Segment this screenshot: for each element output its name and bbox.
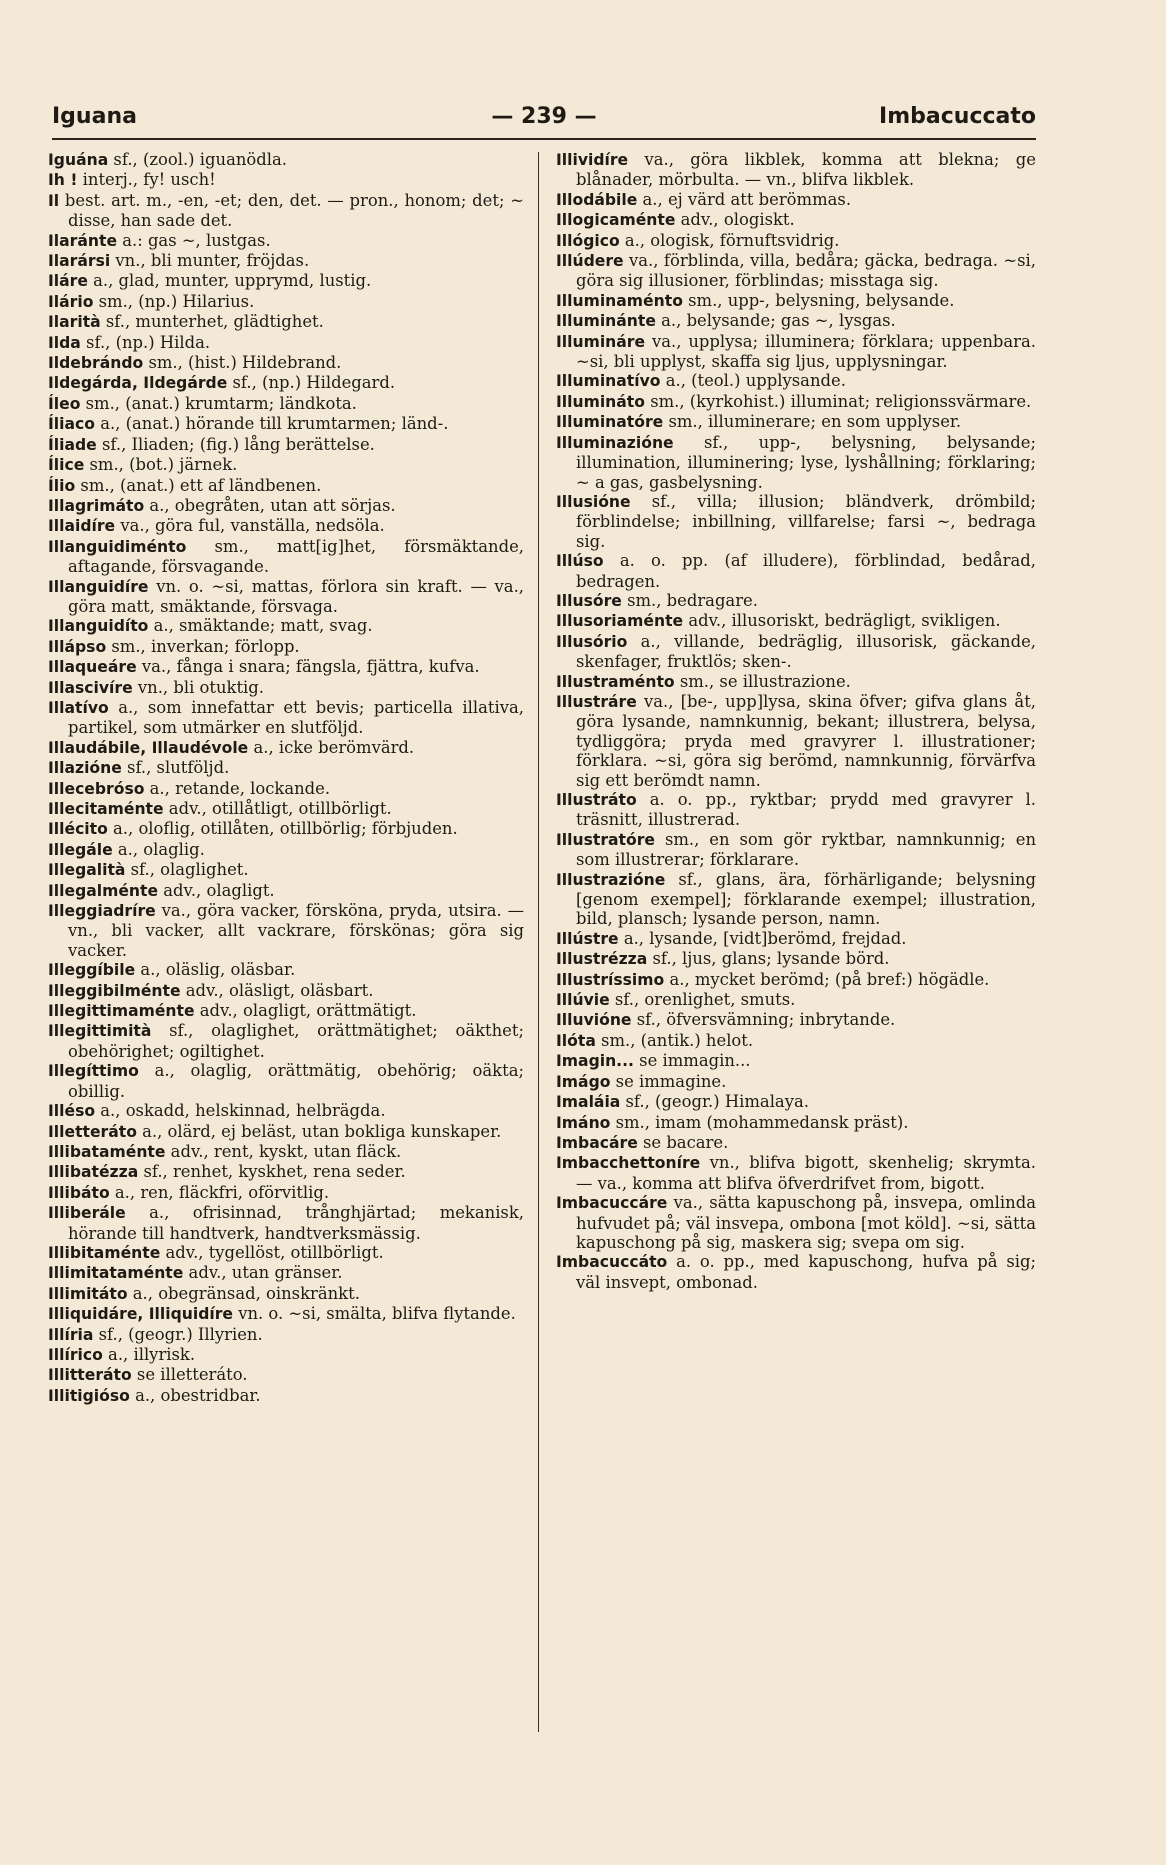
entry-headword: Ílio bbox=[48, 476, 76, 495]
dictionary-entry bbox=[48, 1365, 524, 1385]
entry-definition: adv., illusoriskt, bedrägligt, svikligen. bbox=[683, 611, 1001, 631]
dictionary-entry bbox=[556, 1153, 1036, 1193]
entry-definition: a., som innefattar ett bevis; particella illativa, partikel, som utmärker en slutföljd. bbox=[68, 697, 524, 738]
entry-definition: sm., imam (mohammedansk präst). bbox=[610, 1112, 909, 1132]
dictionary-entry bbox=[556, 990, 1036, 1010]
dictionary-entry bbox=[48, 353, 524, 373]
entry-headword: Illustraménto bbox=[556, 672, 675, 691]
entry-headword: Illusório bbox=[556, 632, 628, 651]
dictionary-entry bbox=[556, 392, 1036, 412]
dictionary-entry bbox=[556, 1010, 1036, 1030]
entry-headword: Illimitáto bbox=[48, 1284, 128, 1303]
entry-headword: Illividíre bbox=[556, 151, 629, 169]
dictionary-entry bbox=[48, 1284, 524, 1304]
entry-headword: Ildegárda, Ildegárde bbox=[48, 374, 228, 393]
entry-headword: Illegalménte bbox=[48, 881, 159, 900]
entry-definition: sm., upp-, belysning, belysande. bbox=[682, 290, 955, 310]
entry-definition: a., olärd, ej beläst, utan bokliga kunskaper. bbox=[136, 1121, 502, 1141]
dictionary-entry bbox=[48, 251, 524, 271]
entry-headword: Imbacuccáre bbox=[556, 1194, 668, 1213]
dictionary-entry bbox=[48, 312, 524, 332]
dictionary-entry bbox=[48, 881, 524, 901]
entry-headword: Illumináre bbox=[556, 332, 646, 351]
dictionary-entry bbox=[556, 830, 1036, 870]
entry-definition: a., (teol.) upplysande. bbox=[660, 371, 846, 391]
entry-headword: Illusoriaménte bbox=[556, 612, 684, 631]
entry-definition: vn. o. ~si, mattas, förlora sin kraft. — va., göra matt, smäktande, försvaga. bbox=[68, 576, 524, 616]
dictionary-entry bbox=[48, 1001, 524, 1021]
entry-definition: sf., (np.) Hildegard. bbox=[227, 373, 396, 393]
entry-definition: a., ologisk, förnuftsvidrig. bbox=[619, 230, 840, 250]
entry-headword: Iguána bbox=[48, 151, 109, 169]
page-header bbox=[52, 100, 1036, 134]
entry-headword: Ilário bbox=[48, 292, 94, 311]
entry-definition: sm., illuminerare; en som upplyser. bbox=[663, 412, 962, 432]
entry-headword: Illustratóre bbox=[556, 830, 655, 849]
dictionary-entry bbox=[556, 1051, 1036, 1071]
entry-headword: Illúvie bbox=[556, 991, 610, 1010]
entry-definition: sf., olaglighet, orättmätighet; oäkthet; obehörighet; ogiltighet. bbox=[68, 1021, 524, 1061]
entry-definition: vn. o. ~si, smälta, blifva flytande. bbox=[232, 1304, 516, 1324]
entry-definition: vn., bli munter, fröjdas. bbox=[110, 251, 310, 271]
entry-headword: Illíria bbox=[48, 1325, 94, 1344]
dictionary-entry bbox=[556, 672, 1036, 692]
entry-definition: a., belysande; gas ~, lysgas. bbox=[655, 311, 896, 331]
entry-definition: sm., en som gör ryktbar, namnkunnig; en som illustrerar; förklarare. bbox=[576, 829, 1036, 870]
entry-definition: a., (anat.) hörande till krumtarmen; länd-. bbox=[94, 414, 449, 434]
dictionary-entry bbox=[556, 929, 1036, 949]
left-column bbox=[48, 150, 524, 1406]
dictionary-entry bbox=[556, 210, 1036, 230]
dictionary-entry bbox=[48, 1243, 524, 1263]
entry-definition: sm., (anat.) ett af ländbenen. bbox=[75, 475, 322, 495]
dictionary-entry bbox=[556, 1193, 1036, 1252]
dictionary-entry bbox=[48, 1325, 524, 1345]
dictionary-entry bbox=[48, 1162, 524, 1182]
entry-headword: Iláre bbox=[48, 272, 88, 291]
entry-headword: Illustráre bbox=[556, 692, 637, 711]
entry-definition: a. o. pp. (af illudere), förblindad, bedårad, bedragen. bbox=[576, 551, 1036, 591]
entry-definition: sm., se illustrazione. bbox=[674, 671, 851, 691]
dictionary-entry bbox=[48, 616, 524, 636]
dictionary-entry bbox=[556, 632, 1036, 672]
dictionary-entry bbox=[48, 981, 524, 1001]
entry-definition: a. o. pp., med kapuschong, hufva på sig; väl insvept, ombonad. bbox=[576, 1252, 1036, 1292]
entry-definition: adv., utan gränser. bbox=[183, 1263, 343, 1283]
entry-headword: Illiquidáre, Illiquidíre bbox=[48, 1305, 233, 1324]
dictionary-entry bbox=[48, 1142, 524, 1162]
entry-definition: sf., slutföljd. bbox=[121, 758, 230, 778]
entry-headword: Illegittimaménte bbox=[48, 1002, 195, 1021]
entry-definition: interj., fy! usch! bbox=[77, 170, 216, 190]
entry-headword: Illanguidíto bbox=[48, 617, 149, 636]
entry-headword: Illaqueáre bbox=[48, 658, 137, 677]
dictionary-entry bbox=[48, 537, 524, 577]
dictionary-entry bbox=[556, 412, 1036, 432]
entry-definition: se bacare. bbox=[637, 1132, 729, 1152]
entry-headword: Illegíttimo bbox=[48, 1062, 139, 1081]
dictionary-entry bbox=[556, 1092, 1036, 1112]
entry-definition: va., göra ful, vanställa, nedsöla. bbox=[115, 516, 385, 536]
dictionary-entry bbox=[556, 251, 1036, 291]
entry-definition: sm., (antik.) helot. bbox=[595, 1030, 754, 1050]
dictionary-entry bbox=[556, 1031, 1036, 1051]
dictionary-entry bbox=[556, 1133, 1036, 1153]
dictionary-entry bbox=[48, 678, 524, 698]
entry-definition: adv., oläsligt, oläsbart. bbox=[180, 980, 374, 1000]
dictionary-entry bbox=[48, 577, 524, 617]
dictionary-entry bbox=[48, 1101, 524, 1121]
dictionary-entry bbox=[48, 271, 524, 291]
dictionary-entry bbox=[48, 191, 524, 231]
entry-definition: sf., (geogr.) Himalaya. bbox=[620, 1092, 809, 1112]
dictionary-entry bbox=[556, 291, 1036, 311]
entry-headword: Illascivíre bbox=[48, 678, 133, 697]
entry-definition: a., obegränsad, oinskränkt. bbox=[127, 1283, 360, 1303]
entry-definition: se immagin... bbox=[633, 1051, 751, 1071]
column-divider bbox=[538, 152, 539, 1732]
entry-definition: sf., glans, ära, förhärligande; belysning [genom exempel]; förklarande exempel; illustration, bild, plansch; lysande person, namn. bbox=[576, 869, 1036, 929]
entry-headword: Íliaco bbox=[48, 415, 95, 434]
dictionary-entry bbox=[48, 1263, 524, 1283]
entry-headword: Illuminatívo bbox=[556, 372, 661, 391]
entry-headword: Illimitataménte bbox=[48, 1264, 184, 1283]
dictionary-entry bbox=[48, 860, 524, 880]
entry-headword: Illustrazióne bbox=[556, 870, 666, 889]
entry-definition: sf., (geogr.) Illyrien. bbox=[93, 1324, 263, 1344]
entry-headword: Ilóta bbox=[556, 1031, 596, 1050]
header-left-guide-word: Iguana bbox=[52, 104, 137, 129]
entry-definition: vn., blifva bigott, skenhelig; skrymta. — va., komma att blifva öfverdrifvet from, bigott. bbox=[576, 1153, 1036, 1193]
dictionary-entry bbox=[556, 433, 1036, 492]
dictionary-entry bbox=[48, 435, 524, 455]
entry-definition: sm., (kyrkohist.) illuminat; religionssvärmare. bbox=[644, 391, 1032, 411]
entry-definition: a., obegråten, utan att sörjas. bbox=[144, 495, 396, 515]
dictionary-entry bbox=[48, 698, 524, 738]
dictionary-entry bbox=[556, 190, 1036, 210]
entry-definition: sf., orenlighet, smuts. bbox=[609, 990, 796, 1010]
entry-definition: a., villande, bedräglig, illusorisk, gäckande, skenfager, fruktlös; sken-. bbox=[576, 631, 1036, 672]
entry-headword: Illibáto bbox=[48, 1183, 110, 1202]
entry-headword: Illústre bbox=[556, 929, 619, 948]
dictionary-entry bbox=[556, 949, 1036, 969]
entry-definition: sf., (np.) Hilda. bbox=[80, 332, 211, 352]
entry-definition: sf., renhet, kyskhet, rena seder. bbox=[138, 1162, 406, 1182]
entry-headword: Illeggibilménte bbox=[48, 981, 181, 1000]
entry-headword: Ilarità bbox=[48, 313, 101, 332]
entry-definition: sf., öfversvämning; inbrytande. bbox=[631, 1010, 896, 1030]
entry-headword: Ilarársi bbox=[48, 252, 111, 271]
entry-definition: va., förblinda, villa, bedåra; gäcka, bedraga. ~si, göra sig illusioner, förblindas; misstaga sig. bbox=[576, 251, 1036, 291]
entry-definition: adv., olagligt, orättmätigt. bbox=[194, 1001, 417, 1021]
entry-definition: adv., rent, kyskt, utan fläck. bbox=[165, 1141, 402, 1161]
dictionary-entry bbox=[48, 1021, 524, 1061]
entry-definition: a., obestridbar. bbox=[129, 1385, 261, 1405]
entry-definition: a., ej värd att berömmas. bbox=[637, 189, 852, 209]
entry-headword: Illodábile bbox=[556, 190, 638, 209]
dictionary-entry bbox=[48, 738, 524, 758]
entry-definition: sm., bedragare. bbox=[621, 590, 758, 610]
dictionary-entry bbox=[556, 790, 1036, 830]
entry-definition: a., oläslig, oläsbar. bbox=[135, 960, 296, 980]
entry-definition: a., illyrisk. bbox=[102, 1344, 196, 1364]
dictionary-entry bbox=[556, 371, 1036, 391]
right-column bbox=[556, 150, 1036, 1292]
entry-headword: Illitigióso bbox=[48, 1386, 130, 1405]
entry-definition: sm., (anat.) krumtarm; ländkota. bbox=[80, 393, 357, 413]
dictionary-entry bbox=[48, 414, 524, 434]
entry-headword: Illuminatóre bbox=[556, 413, 664, 432]
entry-definition: sm., (hist.) Hildebrand. bbox=[143, 353, 342, 373]
entry-headword: Ildebrándo bbox=[48, 354, 144, 373]
entry-headword: Illaidíre bbox=[48, 517, 116, 536]
entry-headword: Illustráto bbox=[556, 791, 637, 809]
entry-headword: Illuminánte bbox=[556, 312, 656, 331]
entry-definition: a., oskadd, helskinnad, helbrägda. bbox=[95, 1101, 386, 1121]
entry-headword: Illuminazióne bbox=[556, 433, 674, 452]
entry-definition: adv., tygellöst, otillbörligt. bbox=[160, 1242, 384, 1262]
entry-headword: Illumináto bbox=[556, 392, 645, 411]
entry-headword: Illéso bbox=[48, 1102, 96, 1121]
dictionary-entry bbox=[48, 1345, 524, 1365]
entry-definition: sf., (zool.) iguanödla. bbox=[108, 150, 287, 169]
dictionary-entry bbox=[48, 292, 524, 312]
entry-headword: Illecebróso bbox=[48, 779, 145, 798]
entry-definition: a., smäktande; matt, svag. bbox=[148, 616, 373, 636]
entry-definition: sf., villa; illusion; bländverk, drömbild; förblindelse; inbillning, villfarelse; farsi ~, bedraga sig. bbox=[576, 491, 1036, 551]
dictionary-entry bbox=[48, 170, 524, 190]
page-number: — 239 — bbox=[491, 104, 597, 129]
entry-definition: a., ren, fläckfri, oförvitlig. bbox=[109, 1182, 330, 1202]
dictionary-entry bbox=[556, 492, 1036, 551]
entry-headword: Illazióne bbox=[48, 759, 122, 778]
entry-definition: a., mycket berömd; (på bref:) högädle. bbox=[664, 969, 990, 989]
dictionary-entry bbox=[48, 901, 524, 960]
entry-headword: Imbacáre bbox=[556, 1133, 638, 1152]
entry-definition: va., [be-, upp]lysa, skina öfver; gifva glans åt, göra lysande, namnkunnig, bekant; illustrera, belysa, tydliggöra; pryda med gravyrer l. illustrationer; förklara. ~si, göra sig berömd, namnkunnig, förvärfva sig ett berömdt namn. bbox=[576, 691, 1036, 790]
entry-definition: a., olaglig, orättmätig, obehörig; oäkta; obillig. bbox=[68, 1061, 524, 1101]
entry-definition: va., göra vacker, försköna, pryda, utsira. — vn., bli vacker, allt vackrare, förskönas; göra sig vacker. bbox=[68, 901, 524, 960]
dictionary-entry bbox=[48, 799, 524, 819]
entry-headword: Illegalità bbox=[48, 861, 126, 880]
entry-headword: Illécito bbox=[48, 820, 108, 839]
entry-headword: Illibataménte bbox=[48, 1142, 166, 1161]
dictionary-entry bbox=[48, 1122, 524, 1142]
entry-headword: Illírico bbox=[48, 1345, 103, 1364]
entry-definition: va., sätta kapuschong på, insvepa, omlinda hufvudet på; väl insvepa, ombona [mot köld]. ~si, sätta kapuschong på sig, maskera sig; svepa om sig. bbox=[576, 1193, 1036, 1252]
dictionary-entry bbox=[48, 657, 524, 677]
entry-headword: Illaudábile, Illaudévole bbox=[48, 738, 249, 757]
dictionary-entry bbox=[48, 1386, 524, 1406]
entry-definition: a., oloflig, otillåten, otillbörlig; förbjuden. bbox=[107, 819, 458, 839]
dictionary-entry bbox=[556, 611, 1036, 631]
entry-definition: a., icke berömvärd. bbox=[248, 737, 415, 757]
entry-headword: Il bbox=[48, 191, 60, 210]
dictionary-entry bbox=[556, 692, 1036, 790]
entry-definition: sf., munterhet, glädtighet. bbox=[100, 312, 324, 332]
entry-headword: Imágo bbox=[556, 1072, 611, 1091]
entry-headword: Illuvióne bbox=[556, 1011, 632, 1030]
entry-definition: a., retande, lockande. bbox=[144, 778, 331, 798]
entry-headword: Illógico bbox=[556, 231, 620, 250]
entry-headword: Ih ! bbox=[48, 171, 78, 190]
entry-definition: adv., olagligt. bbox=[158, 880, 275, 900]
entry-headword: Illusóre bbox=[556, 591, 622, 610]
entry-headword: Illibatézza bbox=[48, 1163, 139, 1182]
entry-definition: va., upplysa; illuminera; förklara; uppenbara. ~si, bli upplyst, skaffa sig ljus, upplysningar. bbox=[576, 331, 1036, 372]
entry-headword: Illiberále bbox=[48, 1204, 126, 1223]
entry-headword: Illeggiadríre bbox=[48, 902, 156, 921]
dictionary-entry bbox=[556, 150, 1036, 190]
entry-headword: Illagrimáto bbox=[48, 496, 145, 515]
entry-headword: Imáno bbox=[556, 1113, 611, 1132]
entry-definition: a., lysande, [vidt]berömd, frejdad. bbox=[618, 928, 907, 948]
entry-headword: Illogicaménte bbox=[556, 211, 676, 230]
entry-headword: Illustríssimo bbox=[556, 970, 665, 989]
dictionary-entry bbox=[556, 231, 1036, 251]
entry-headword: Illúdere bbox=[556, 252, 624, 271]
header-rule bbox=[52, 138, 1036, 140]
entry-definition: va., göra likblek, komma att blekna; ge blånader, mörbulta. — vn., blifva likblek. bbox=[576, 150, 1036, 190]
dictionary-entry bbox=[556, 591, 1036, 611]
entry-headword: Ilaránte bbox=[48, 231, 118, 250]
dictionary-entry bbox=[48, 394, 524, 414]
entry-headword: Illúso bbox=[556, 552, 604, 571]
dictionary-entry bbox=[48, 150, 524, 170]
dictionary-entry bbox=[48, 231, 524, 251]
dictionary-entry bbox=[48, 496, 524, 516]
dictionary-entry bbox=[48, 1061, 524, 1101]
entry-definition: se immagine. bbox=[610, 1071, 727, 1091]
entry-headword: Illitteráto bbox=[48, 1366, 132, 1385]
dictionary-entry bbox=[48, 960, 524, 980]
entry-headword: Illeggíbile bbox=[48, 961, 136, 980]
dictionary-entry bbox=[556, 311, 1036, 331]
entry-definition: best. art. m., -en, -et; den, det. — pron., honom; det; ~ disse, han sade det. bbox=[59, 190, 524, 231]
entry-headword: Illegittimità bbox=[48, 1022, 152, 1041]
entry-headword: Illuminaménto bbox=[556, 291, 683, 310]
dictionary-entry bbox=[556, 1072, 1036, 1092]
entry-definition: a., olaglig. bbox=[112, 839, 205, 859]
dictionary-entry bbox=[48, 819, 524, 839]
dictionary-entry bbox=[48, 455, 524, 475]
entry-definition: sm., (bot.) järnek. bbox=[84, 455, 238, 475]
entry-headword: Illibitaménte bbox=[48, 1243, 161, 1262]
entry-definition: a. o. pp., ryktbar; prydd med gravyrer l. träsnitt, illustrerad. bbox=[576, 790, 1036, 830]
entry-headword: Íleo bbox=[48, 394, 81, 413]
entry-headword: Imbacuccáto bbox=[556, 1253, 668, 1272]
entry-definition: sf., upp-, belysning, belysande; illumination, illuminering; lyse, lyshållning; förklaring; ~ a gas, gasbelysning. bbox=[576, 432, 1036, 492]
entry-headword: Imaláia bbox=[556, 1093, 621, 1112]
entry-headword: Ílice bbox=[48, 456, 85, 475]
entry-definition: se illetteráto. bbox=[131, 1365, 248, 1385]
entry-definition: a.: gas ~, lustgas. bbox=[117, 230, 271, 250]
entry-headword: Illecitaménte bbox=[48, 800, 164, 818]
dictionary-entry bbox=[48, 758, 524, 778]
dictionary-entry bbox=[48, 1203, 524, 1243]
entry-headword: Illanguidiménto bbox=[48, 537, 187, 556]
entry-definition: sm., inverkan; förlopp. bbox=[106, 636, 300, 656]
dictionary-entry bbox=[556, 332, 1036, 372]
dictionary-entry bbox=[556, 551, 1036, 591]
entry-headword: Illustrézza bbox=[556, 950, 648, 969]
dictionary-entry bbox=[48, 637, 524, 657]
dictionary-entry bbox=[48, 333, 524, 353]
dictionary-entry bbox=[48, 1183, 524, 1203]
dictionary-entry bbox=[48, 373, 524, 393]
dictionary-entry bbox=[556, 1252, 1036, 1292]
entry-headword: Illápso bbox=[48, 637, 107, 656]
entry-definition: adv., otillåtligt, otillbörligt. bbox=[163, 799, 392, 818]
entry-headword: Illetteráto bbox=[48, 1122, 137, 1141]
entry-headword: Illanguidíre bbox=[48, 577, 149, 596]
dictionary-entry bbox=[48, 476, 524, 496]
entry-definition: sf., olaglighet. bbox=[125, 860, 249, 880]
entry-definition: adv., ologiskt. bbox=[675, 210, 795, 230]
dictionary-entry bbox=[556, 870, 1036, 929]
dictionary-entry bbox=[48, 516, 524, 536]
entry-definition: a., ofrisinnad, trånghjärtad; mekanisk, hörande till handtverk, handtverksmässig. bbox=[68, 1203, 524, 1243]
dictionary-entry bbox=[48, 1304, 524, 1324]
dictionary-entry bbox=[48, 840, 524, 860]
dictionary-entry bbox=[556, 1113, 1036, 1133]
header-right-guide-word: Imbacuccato bbox=[879, 104, 1036, 129]
dictionary-entry bbox=[48, 779, 524, 799]
entry-definition: sm., matt[ig]het, försmäktande, aftagande, försvagande. bbox=[68, 536, 524, 577]
entry-headword: Illatívo bbox=[48, 698, 109, 717]
entry-definition: sm., (np.) Hilarius. bbox=[93, 291, 255, 311]
entry-definition: sf., ljus, glans; lysande börd. bbox=[647, 949, 890, 969]
entry-definition: a., glad, munter, upprymd, lustig. bbox=[87, 271, 372, 291]
entry-headword: Íliade bbox=[48, 435, 97, 454]
entry-definition: sf., Iliaden; (fig.) lång berättelse. bbox=[96, 434, 375, 454]
entry-headword: Imagin... bbox=[556, 1052, 634, 1071]
entry-definition: vn., bli otuktig. bbox=[132, 677, 264, 697]
entry-headword: Ilda bbox=[48, 333, 81, 352]
entry-headword: Illegále bbox=[48, 840, 113, 859]
entry-headword: Illusióne bbox=[556, 492, 631, 511]
dictionary-entry bbox=[556, 970, 1036, 990]
entry-headword: Imbacchettoníre bbox=[556, 1154, 701, 1173]
entry-definition: va., fånga i snara; fängsla, fjättra, kufva. bbox=[136, 657, 480, 677]
